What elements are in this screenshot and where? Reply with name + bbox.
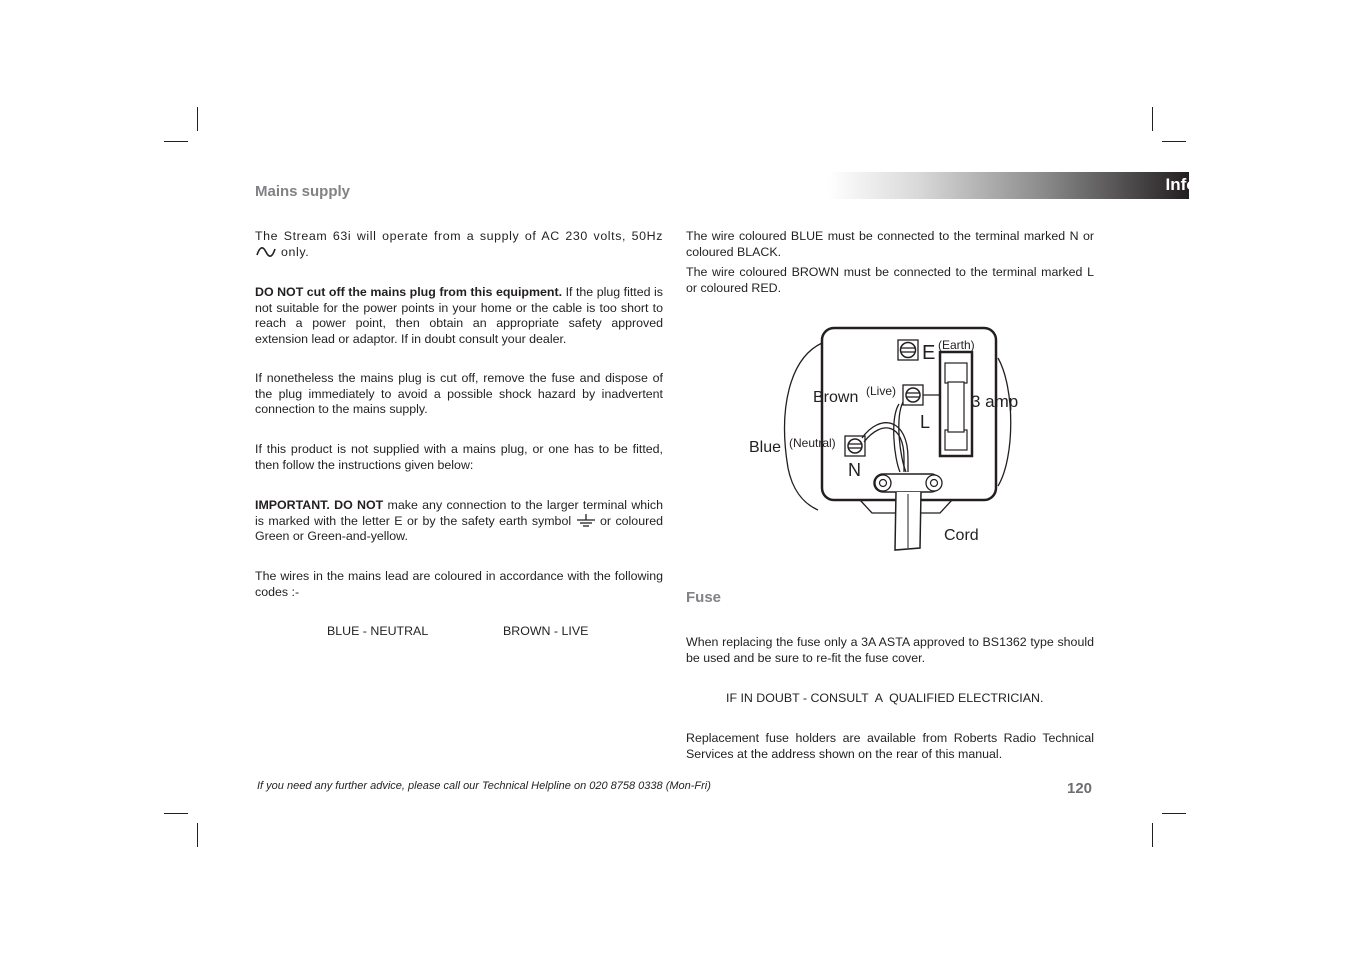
label-e: E <box>922 342 936 364</box>
ac-wave-icon <box>255 245 277 259</box>
crop-mark <box>197 107 198 131</box>
paragraph-blue-wire: The wire coloured BLUE must be connected to the terminal marked N or coloured BLACK. <box>686 229 1094 259</box>
label-l: L <box>920 412 931 432</box>
label-cord: Cord <box>944 527 979 544</box>
earth-symbol-icon <box>576 514 596 528</box>
paragraph-supply-suffix: only. <box>281 244 310 259</box>
paragraph-important-bold: IMPORTANT. DO NOT <box>255 498 384 512</box>
paragraph-do-not-cut <box>255 285 663 347</box>
code-blue-neutral: BLUE - NEUTRAL <box>327 624 429 638</box>
crop-mark <box>1162 813 1186 814</box>
label-earth: (Earth) <box>938 338 975 352</box>
paragraph-brown-wire: The wire coloured BROWN must be connected to the terminal marked L or coloured RED. <box>686 265 1094 295</box>
crop-mark <box>1152 107 1153 131</box>
paragraph-wire-colours: The wires in the mains lead are coloured in accordance with the following codes :- <box>255 569 663 599</box>
banner-title: Information <box>1165 175 1259 194</box>
footer-helpline-note: If you need any further advice, please call our Technical Helpline on 020 8758 0338 (Mon-Fri) <box>257 780 711 792</box>
label-blue: Blue <box>749 439 782 456</box>
paragraph-supply-text: The Stream 63i will operate from a supply of AC 230 volts, 50Hz <box>255 229 663 243</box>
header-banner <box>828 172 1189 199</box>
paragraph-important-suffix: or coloured Green or Green-and-yellow. <box>255 513 663 543</box>
paragraph-supply <box>255 229 663 260</box>
crop-mark <box>1152 823 1153 847</box>
crop-mark <box>1162 141 1186 142</box>
crop-mark <box>164 141 188 142</box>
section-heading-fuse: Fuse <box>686 589 722 606</box>
label-neutral: (Neutral) <box>789 436 836 450</box>
paragraph-important-text: make any connection to the larger terminal which is marked with the letter E or by the safety earth symbol <box>255 498 664 528</box>
label-3amp: 3 amp <box>971 392 1019 411</box>
paragraph-fuse-replacement: When replacing the fuse only a 3A ASTA approved to BS1362 type should be used and be sure to re-fit the fuse cover. <box>686 635 1094 665</box>
crop-mark <box>164 813 188 814</box>
paragraph-plug-cut-off: If nonetheless the mains plug is cut off, remove the fuse and dispose of the plug immediately to avoid a possible shock hazard by inadvertent connection to the mains supply. <box>255 371 663 416</box>
label-brown: Brown <box>813 389 859 406</box>
paragraph-important <box>255 498 663 545</box>
label-live: (Live) <box>866 384 897 398</box>
section-heading-mains-supply: Mains supply <box>255 183 351 200</box>
warning-consult-electrician: IF IN DOUBT - CONSULT A QUALIFIED ELECTRICIAN. <box>726 691 1044 705</box>
plug-wiring-diagram <box>740 318 1030 558</box>
paragraph-do-not-cut-text: If the plug fitted is not suitable for the power points in your home or the cable is too short to reach a power point, then obtain an appropriate safety approved extension lead or adaptor. If in doubt consult your dealer. <box>255 285 664 346</box>
code-brown-live: BROWN - LIVE <box>503 624 589 638</box>
label-n: N <box>848 460 861 480</box>
page-number: 120 <box>1067 780 1093 797</box>
paragraph-do-not-cut-bold: DO NOT cut off the mains plug from this equipment. <box>255 285 563 299</box>
paragraph-not-supplied: If this product is not supplied with a mains plug, or one has to be fitted, then follow the instructions given below: <box>255 442 663 472</box>
crop-mark <box>197 823 198 847</box>
paragraph-replacement-holders: Replacement fuse holders are available from Roberts Radio Technical Services at the address shown on the rear of this manual. <box>686 731 1094 761</box>
